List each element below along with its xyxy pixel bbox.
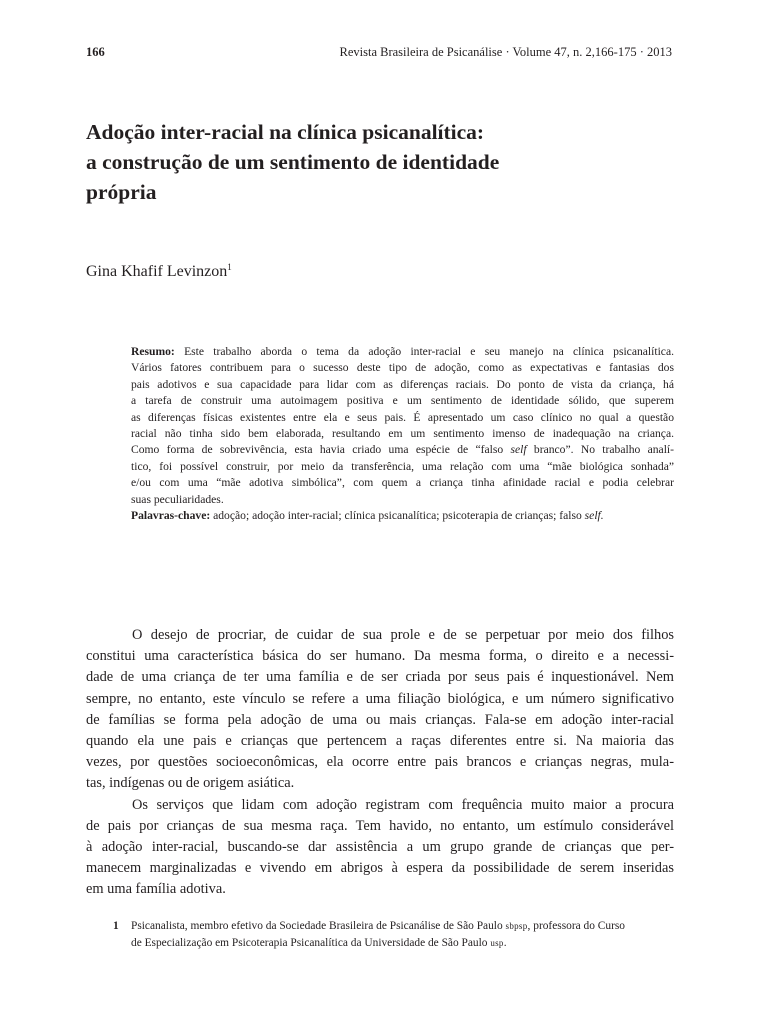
abstract-line: a tarefa de construir uma autoimagem positiva e um sentimento de identidade sólido, que superem	[131, 394, 674, 408]
abstract-label: Resumo:	[131, 345, 175, 358]
article-title	[86, 117, 686, 207]
paragraph-line: de famílias se forma pela adoção de uma ou mais crianças. Fala-se em adoção inter-racial	[86, 711, 674, 728]
footnote-number: 1	[113, 920, 119, 932]
abstract-line: as diferenças físicas existentes entre ela e seus pais. É apresentado um caso clínico no qual a questão	[131, 410, 674, 424]
footnote-line: de Especialização em Psicoterapia Psicanalítica da Universidade de São Paulo usp.	[131, 936, 507, 949]
paragraph-line: à adoção inter-racial, buscando-se dar assistência a um grupo grande de crianças que per-	[86, 838, 674, 855]
journal-reference: Revista Brasileira de Psicanálise · Volume 47, n. 2,166-175 · 2013	[339, 45, 672, 59]
paragraph-line: O desejo de procriar, de cuidar de sua prole e de se perpetuar por meio dos filhos	[132, 627, 674, 643]
paragraph-line: sempre, no entanto, este vínculo se refere a uma filiação biológica, e um número significativo	[86, 690, 674, 707]
title-line: própria	[86, 180, 157, 204]
page-number: 166	[86, 45, 105, 59]
author-name	[86, 262, 232, 281]
paragraph-line: em uma família adotiva.	[86, 881, 226, 898]
keywords-line: Palavras-chave: adoção; adoção inter-racial; clínica psicanalítica; psicoterapia de crianças; falso self.	[131, 508, 604, 522]
paragraph-line: constitui uma característica básica do ser humano. Da mesma forma, o direito e a necessi-	[86, 648, 674, 665]
running-header	[86, 45, 672, 63]
title-line: a construção de um sentimento de identidade	[86, 150, 500, 174]
footnote-line: Psicanalista, membro efetivo da Sociedade Brasileira de Psicanálise de São Paulo sbpsp, professora do Curso	[131, 920, 625, 932]
abstract-line: e/ou com uma “mãe adotiva simbólica”, com quem a criança tinha afinidade racial e podia celebrar	[131, 476, 674, 490]
title-line: Adoção inter-racial na clínica psicanalítica:	[86, 120, 485, 144]
paragraph-line: vezes, por questões socioeconômicas, ela ocorre entre pais brancos e crianças negras, mula-	[86, 754, 674, 771]
paragraph-line: Os serviços que lidam com adoção registram com frequência muito maior a procura	[132, 796, 674, 813]
author-footnote-marker: 1	[227, 262, 232, 272]
paragraph-line: manecem marginalizadas e vivendo em abrigos à espera da possibilidade de serem inseridas	[86, 860, 674, 877]
author-text: Gina Khafif Levinzon	[86, 263, 228, 280]
paragraph-line: dade de uma criança de ter uma família e de ser criada por seus pais é inquestionável. Nem	[86, 669, 674, 686]
footnote-text	[131, 918, 674, 951]
abstract-line: pais adotivos e sua capacidade para lidar com as diferenças raciais. Do ponto de vista da criança, há	[131, 377, 674, 391]
paragraph-line: tas, indígenas ou de origem asiática.	[86, 775, 295, 792]
abstract	[131, 344, 674, 524]
body-text	[86, 625, 674, 900]
keywords-label: Palavras-chave:	[131, 508, 211, 522]
paragraph-line: de pais por crianças de sua mesma raça. Tem havido, no entanto, um estímulo considerável	[86, 817, 674, 834]
abstract-line: Vários fatores contribuem para o sucesso deste tipo de adoção, como as expectativas e fantasias dos	[131, 361, 674, 375]
abstract-line: racial não tinha sido bem elaborada, resultando em um sentimento imenso de inadequação na criança.	[131, 426, 674, 440]
abstract-line: Como forma de sobrevivência, esta havia criado uma espécie de “falso self branco”. No trabalho analí-	[131, 443, 674, 457]
keywords: adoção; adoção inter-racial; clínica psicanalítica; psicoterapia de crianças; falso	[210, 508, 585, 522]
abstract-line: tico, foi possível construir, por meio da transferência, uma relação com uma “mãe biológica sonhada”	[131, 459, 674, 473]
abstract-line: suas peculiaridades.	[131, 492, 224, 506]
abstract-line: Resumo: Este trabalho aborda o tema da adoção inter-racial e seu manejo na clínica psicanalítica.	[131, 345, 674, 358]
paragraph-line: quando ela une pais e crianças que pertencem a raças diferentes entre si. Na maioria das	[86, 732, 674, 749]
